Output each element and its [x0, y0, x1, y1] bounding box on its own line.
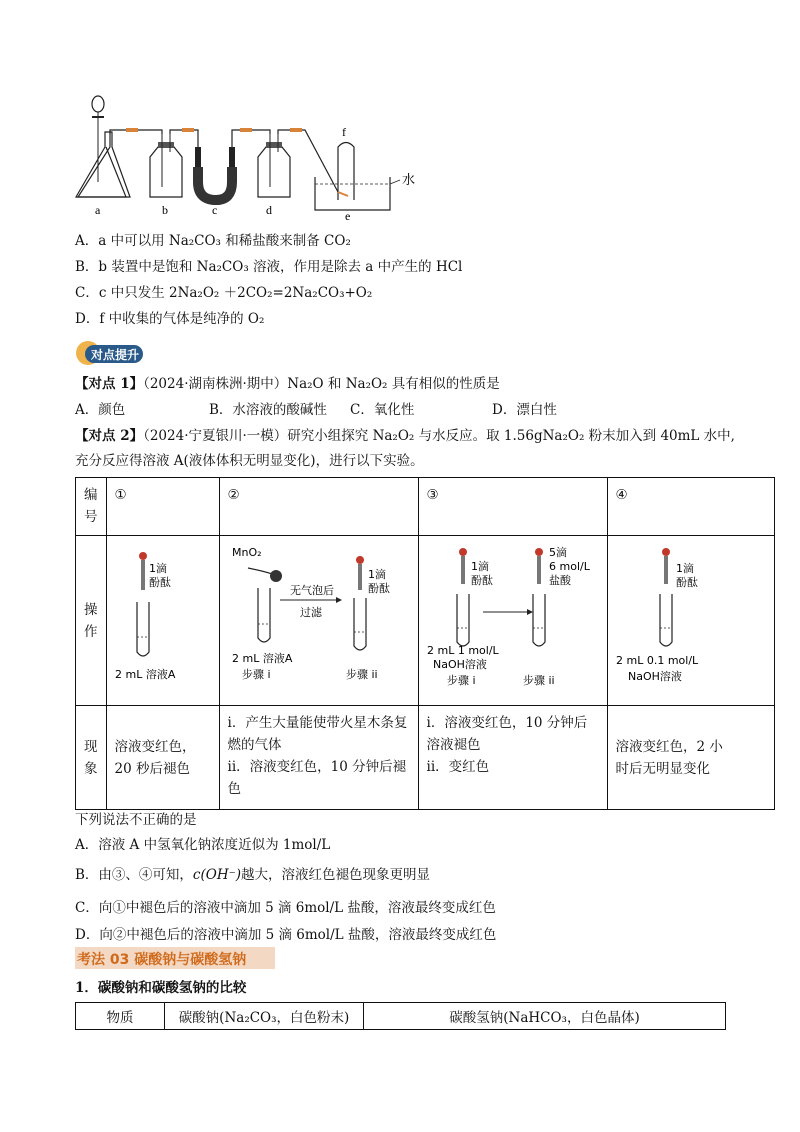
operation-cell-3	[418, 536, 607, 706]
point1-question: 【对点 1】（2024·湖南株洲·期中）Na₂O 和 Na₂O₂ 具有相似的性质是	[75, 376, 500, 392]
badge-text: 对点提升	[91, 348, 140, 362]
svg-text:步骤 i: 步骤 i	[446, 674, 476, 687]
point1-option-b: B．水溶液的酸碱性	[209, 402, 327, 418]
label-e: e	[345, 209, 351, 222]
row-header-operation: 操作	[76, 536, 107, 706]
option-c: C．c 中只发生 2Na₂O₂ ＋2CO₂=2Na₂CO₃+O₂	[75, 285, 373, 301]
svg-text:1滴: 1滴	[675, 562, 694, 575]
svg-text:酚酞: 酚酞	[470, 574, 493, 587]
option-d: D．f 中收集的气体是纯净的 O₂	[75, 311, 265, 327]
subsection-title: 1．碳酸钠和碳酸氢钠的比较	[75, 980, 247, 996]
phenomenon-cell-4: 溶液变红色，2 小 时后无明显变化	[607, 706, 774, 810]
apparatus-diagram	[70, 92, 420, 222]
row-header-number: 编号	[76, 478, 107, 536]
compare-header-nahco3: 碳酸氢钠(NaHCO₃，白色晶体)	[364, 1003, 726, 1030]
point2-question: 【对点 2】（2024·宁夏银川·一模）研究小组探究 Na₂O₂ 与水反应。取 1.56gNa₂O₂ 粉末加入到 40mL 水中,	[75, 428, 735, 444]
q2-option-c: C．向①中褪色后的溶液中滴加 5 滴 6mol/L 盐酸，溶液最终变成红色	[75, 900, 496, 916]
svg-text:无气泡后: 无气泡后	[289, 584, 334, 597]
svg-text:酚酞: 酚酞	[148, 576, 171, 589]
operation-cell-4	[607, 536, 774, 706]
option-a: A．a 中可以用 Na₂CO₃ 和稀盐酸来制备 CO₂	[75, 233, 351, 249]
operation-cell-1	[106, 536, 219, 706]
point2-question-cont: 充分反应得溶液 A(液体体积无明显变化)，进行以下实验。	[75, 453, 424, 469]
label-a: a	[95, 203, 101, 217]
compare-header-na2co3: 碳酸钠(Na₂CO₃，白色粉末)	[165, 1003, 364, 1030]
badge-icon	[75, 340, 149, 366]
svg-text:NaOH溶液: NaOH溶液	[432, 658, 487, 671]
col-number-1: ①	[106, 478, 219, 536]
svg-text:过滤: 过滤	[299, 606, 322, 619]
phenomenon-cell-3: i．溶液变红色，10 分钟后 溶液褪色 ii．变红色	[418, 706, 607, 810]
svg-text:步骤 ii: 步骤 ii	[522, 674, 555, 687]
col-number-2: ②	[219, 478, 418, 536]
svg-text:5滴: 5滴	[548, 546, 567, 559]
experiment-table	[75, 477, 775, 810]
compare-header-substance: 物质	[76, 1003, 165, 1030]
label-water: 水	[402, 173, 416, 188]
section-title: 考法 03 碳酸钠与碳酸氢钠	[77, 952, 247, 968]
svg-text:盐酸: 盐酸	[548, 574, 571, 587]
q2-option-d: D．向②中褪色后的溶液中滴加 5 滴 6mol/L 盐酸，溶液最终变成红色	[75, 927, 497, 943]
phenomenon-cell-1: 溶液变红色， 20 秒后褪色	[106, 706, 219, 810]
figure-op4	[616, 542, 766, 692]
svg-text:2 mL 0.1 mol/L: 2 mL 0.1 mol/L	[615, 654, 698, 667]
svg-text:2 mL 1 mol/L: 2 mL 1 mol/L	[426, 644, 499, 657]
comparison-table	[75, 1002, 726, 1030]
svg-text:1滴: 1滴	[148, 562, 167, 575]
col-number-3: ③	[418, 478, 607, 536]
operation-cell-2	[219, 536, 418, 706]
svg-text:1滴: 1滴	[470, 560, 489, 573]
figure-op1	[115, 542, 211, 692]
svg-text:酚酞: 酚酞	[367, 582, 390, 595]
svg-text:2 mL 溶液A: 2 mL 溶液A	[114, 668, 175, 681]
svg-text:酚酞: 酚酞	[675, 576, 698, 589]
question2-prompt: 下列说法不正确的是	[75, 812, 197, 828]
label-b: b	[162, 203, 168, 217]
label-f: f	[342, 125, 346, 139]
svg-text:1滴: 1滴	[367, 568, 386, 581]
figure-op2	[228, 542, 410, 692]
point1-option-d: D．漂白性	[492, 402, 557, 418]
col-number-4: ④	[607, 478, 774, 536]
row-header-phenomenon: 现象	[76, 706, 107, 810]
svg-text:6 mol/L: 6 mol/L	[548, 560, 590, 573]
figure-op3	[427, 542, 599, 692]
point1-option-a: A．颜色	[75, 402, 126, 418]
svg-text:步骤 ii: 步骤 ii	[345, 668, 378, 681]
q2-option-a: A．溶液 A 中氢氧化钠浓度近似为 1mol/L	[75, 837, 331, 853]
svg-text:2 mL 溶液A: 2 mL 溶液A	[231, 652, 292, 665]
option-b: B．b 装置中是饱和 Na₂CO₃ 溶液，作用是除去 a 中产生的 HCl	[75, 259, 463, 275]
label-c: c	[212, 203, 218, 217]
label-d: d	[266, 203, 272, 217]
phenomenon-cell-2: i．产生大量能使带火星木条复 燃的气体 ii．溶液变红色，10 分钟后褪 色	[219, 706, 418, 810]
svg-text:NaOH溶液: NaOH溶液	[627, 670, 682, 683]
q2-option-b: B．由③、④可知，c(OH⁻)越大，溶液红色褪色现象更明显	[75, 867, 430, 883]
point1-option-c: C．氧化性	[350, 402, 415, 418]
svg-text:步骤 i: 步骤 i	[241, 668, 271, 681]
svg-text:MnO₂: MnO₂	[231, 546, 262, 559]
